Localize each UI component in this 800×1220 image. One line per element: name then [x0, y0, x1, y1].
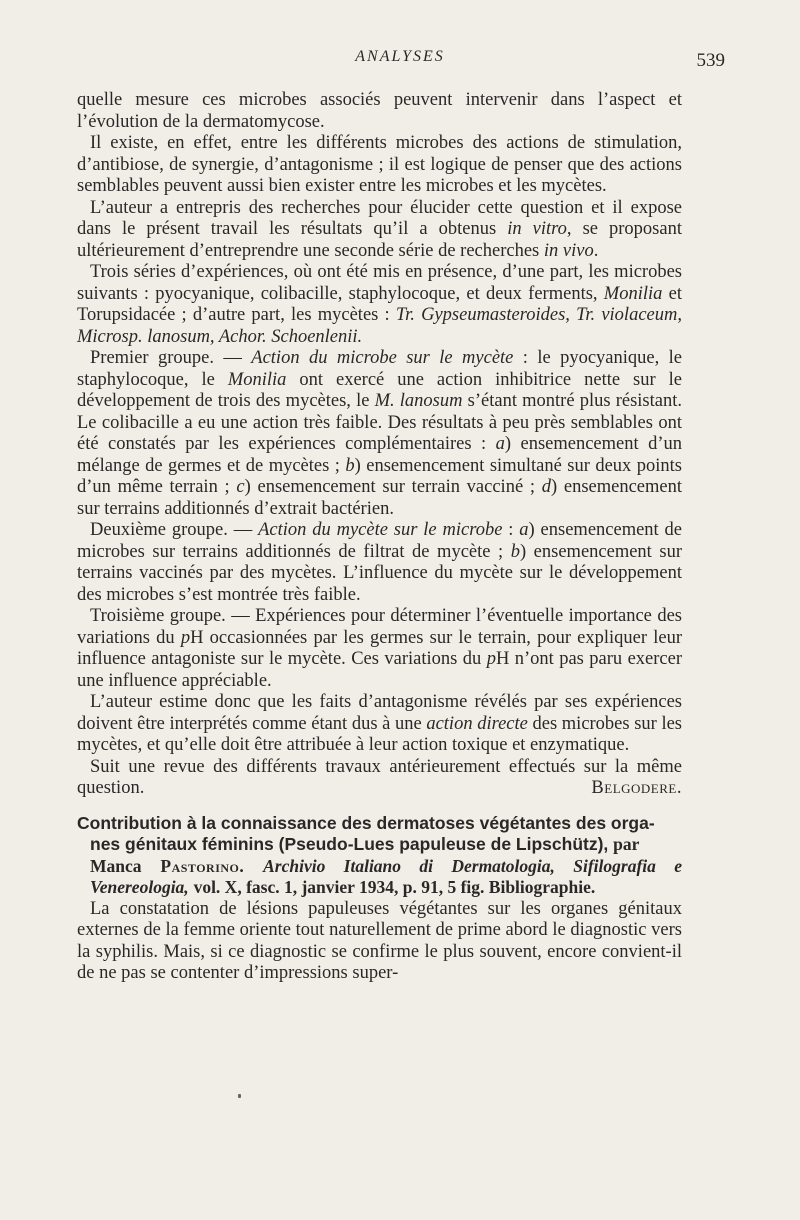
paragraph-2 — [77, 133, 682, 198]
paragraph-deuxieme-groupe — [77, 520, 682, 606]
paragraph-troisieme-groupe — [77, 606, 682, 692]
paragraph-conclusion — [77, 692, 682, 757]
italic-run: a — [495, 434, 505, 454]
article-author-first: Manca — [90, 855, 142, 876]
italic-run: in vivo — [543, 240, 594, 261]
italic-run: b — [510, 541, 520, 562]
text-run: H occasionnées par les germes sur le terrain, pour expliquer leur influence antagoniste sur le mycète. Ces variations du — [77, 627, 682, 669]
text-run: . — [593, 240, 599, 261]
text-run: ) ensemencement simultané sur deux points d’un même terrain ; — [77, 455, 682, 497]
article-journal: Archivio Italiano di Dermatologia, Sifilografia e Venereologia, — [90, 855, 682, 897]
italic-run: Action du microbe sur le mycète — [251, 348, 514, 368]
italic-run: Monilia — [227, 369, 287, 390]
text-run: ) ensemencement sur terrain vacciné ; — [244, 477, 542, 497]
running-title: ANALYSES — [355, 48, 445, 65]
text-run: ) ensemencement de microbes sur terrains additionnés de filtrat de mycète ; — [77, 520, 683, 562]
reviewer-signature: Belgodere. — [591, 778, 682, 798]
italic-run: action directe — [426, 713, 528, 734]
italic-run: Monilia — [603, 283, 663, 304]
text-run: : le pyocyanique, le staphylocoque, le — [77, 348, 683, 390]
article-title-continuation — [77, 834, 682, 899]
italic-run: Action du mycète sur le microbe — [258, 520, 503, 540]
text-run: , se proposant ultérieurement d’entreprendre une seconde série de recherches — [77, 219, 682, 261]
paragraph-premier-groupe — [77, 348, 682, 520]
text-run: H n’ont pas paru exercer une influence appréciable. — [77, 649, 682, 691]
italic-run: b — [345, 455, 355, 476]
paragraph-4 — [77, 262, 682, 348]
text-run: ont exercé une action inhibitrice nette sur le développement de trois des mycètes, le — [77, 369, 682, 411]
text-run: L’auteur estime donc que les faits d’antagonisme révélés par ses expériences doivent être interprétés comme étant dus à une — [77, 692, 682, 734]
italic-run: p — [486, 649, 496, 669]
italic-run: M. lanosum — [374, 391, 463, 411]
italic-run: c — [236, 477, 245, 497]
running-head — [0, 44, 800, 74]
article-title-line-1: Contribution à la connaissance des dermatoses végétantes des orga- — [77, 812, 655, 833]
paragraph-3 — [77, 198, 682, 263]
text-run: Il existe, en effet, entre les différents microbes des actions de stimulation, d’antibiose, de synergie, d’antagonisme ; il est logique de penser que des actions semblables peuvent aussi bien exister entre les microbes et les mycètes. — [77, 133, 682, 196]
text-run: Suit une revue des différents travaux antérieurement effectués sur la même question. — [77, 756, 682, 798]
italic-run: in vitro — [507, 219, 567, 239]
article-reference: vol. X, fasc. 1, janvier 1934, p. 91, 5 fig. Bibliographie. — [193, 877, 596, 897]
article-title-line-2: nes génitaux féminins (Pseudo-Lues papuleuse de Lipschütz), — [90, 834, 609, 854]
ink-speck — [238, 1094, 241, 1098]
text-run: quelle mesure ces microbes associés peuvent intervenir dans l’aspect et l’évolution de la dermatomycose. — [77, 90, 682, 132]
text-run: Deuxième groupe. — — [90, 520, 259, 540]
text-run: ) ensemencement sur terrains additionnés d’extrait bactérien. — [77, 477, 682, 519]
text-run: ) ensemencement sur terrains vaccinés par des mycètes. L’influence du mycète sur le développement des microbes s’est montrée très faible. — [77, 541, 682, 605]
text-run: s’étant montré plus résistant. Le colibacille a eu une action très faible. Des résultats à peu près semblables ont été constatés par les expériences complémentaires : — [77, 391, 682, 454]
text-run: Troisième groupe. — Expériences pour déterminer l’éventuelle importance des variations du — [77, 606, 682, 648]
paragraph-1 — [77, 90, 682, 133]
article-author-last: Pastorino. — [160, 855, 245, 876]
text-run: Premier groupe. — — [90, 348, 252, 368]
text-run: des microbes sur les mycètes, et qu’elle doit être attribuée à leur action toxique et enzymatique. — [77, 713, 683, 755]
article-first-paragraph: La constatation de lésions papuleuses végétantes sur les organes génitaux externes de la femme oriente tout naturellement de prime abord le diagnostic vers la syphilis. Mais, si ce diagnostic se confirme le plus souvent, encore convient-il de ne pas se contenter d’impressions super- — [77, 898, 682, 983]
text-run: et Torupsidacée ; d’autre part, les mycètes : — [77, 283, 682, 325]
text-run: Trois séries d’expériences, où ont été mis en présence, d’une part, les microbes suivants : pyocyanique, colibacille, staphylocoque, et deux ferments, — [77, 262, 682, 304]
article-heading — [77, 813, 682, 899]
text-run: L’auteur a entrepris des recherches pour élucider cette question et il expose dans le présent travail les résultats qu’il a obtenus — [77, 197, 682, 239]
text-run: ) ensemencement d’un mélange de germes et de mycètes ; — [77, 434, 682, 476]
body-text — [77, 90, 682, 985]
article-by: par — [613, 834, 640, 854]
text-run: : — [502, 520, 520, 540]
italic-run: a — [519, 520, 529, 540]
italic-run: p — [180, 627, 191, 648]
italic-run: d — [541, 477, 551, 497]
page-number: 539 — [696, 50, 725, 71]
italic-run: Tr. Gypseumasteroides, Tr. violaceum, Microsp. lanosum, Achor. Schoenlenii. — [77, 305, 682, 347]
